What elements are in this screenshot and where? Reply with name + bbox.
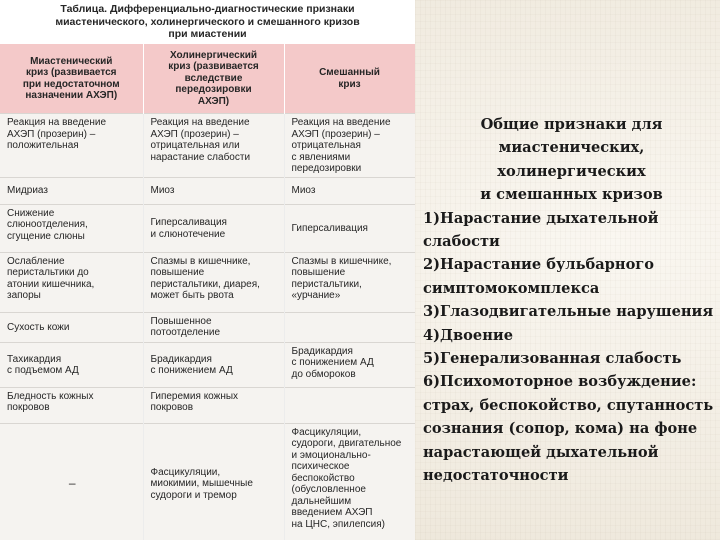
table-cell: Фасцикуляции, судороги, двигательное и эмоционально- психическое беспокойство (обусловленное дальнейшим введением АХЭП на ЦНС, эпилепсия) — [284, 423, 415, 540]
table-cell: Ослабление перистальтики до атонии кишечника, запоры — [0, 252, 143, 312]
table-row — [0, 387, 415, 423]
table-cell: Брадикардия с понижением АД до обмороков — [284, 342, 415, 387]
table-cell: Реакция на введение АХЭП (прозерин) – отрицательная с явлениями передозировки — [284, 114, 415, 178]
crisis-comparison-table — [0, 44, 415, 540]
table-cell: Фасцикуляции, миокимии, мышечные судороги и тремор — [143, 423, 284, 540]
table-cell: Повышенное потоотделение — [143, 312, 284, 342]
common-item-line: 1)Нарастание дыхательной — [423, 209, 659, 227]
common-item-line: сознания (сопор, кома) на фоне — [423, 420, 698, 438]
table-row — [0, 204, 415, 252]
table-row — [0, 252, 415, 312]
table-cell: Брадикардия с понижением АД — [143, 342, 284, 387]
table-cell: Сухость кожи — [0, 312, 143, 342]
table-cell: Спазмы в кишечнике, повышение перистальтики, диарея, может быть рвота — [143, 252, 284, 312]
table-row — [0, 342, 415, 387]
common-title-line: холинергических — [497, 162, 646, 180]
common-title-line: и смешанных кризов — [480, 186, 663, 204]
common-item-line: 6)Психомоторное возбуждение: — [423, 373, 697, 391]
common-title-line: Общие признаки для — [480, 116, 663, 133]
table-cell: Реакция на введение АХЭП (прозерин) – положительная — [0, 114, 143, 178]
table-cell — [284, 312, 415, 342]
table-cell: Спазмы в кишечнике, повышение перистальтики, «урчание» — [284, 252, 415, 312]
table-cell: Реакция на введение АХЭП (прозерин) – отрицательная или нарастание слабости — [143, 114, 284, 178]
table-cell: Гиперемия кожных покровов — [143, 387, 284, 423]
table-cell: Снижение слюноотделения, сгущение слюны — [0, 204, 143, 252]
table-header-row — [0, 44, 415, 114]
table-cell: – — [0, 423, 143, 540]
common-item-line: 2)Нарастание бульбарного — [423, 256, 654, 274]
table-row — [0, 177, 415, 204]
header-cholinergic: Холинергический криз (развивается вследствие передозировки АХЭП) — [143, 44, 284, 114]
table-row — [0, 312, 415, 342]
header-myasthenic: Миастенический криз (развивается при недостаточном назначении АХЭП) — [0, 44, 143, 114]
header-mixed: Смешанный криз — [284, 44, 415, 114]
table-cell: Гиперсаливация и слюнотечение — [143, 204, 284, 252]
common-item-line: 4)Двоение — [423, 326, 513, 344]
table-cell: Миоз — [284, 177, 415, 204]
common-title-line: миастенических, — [498, 139, 645, 157]
table-cell — [284, 387, 415, 423]
table-row — [0, 114, 415, 178]
table-cell: Миоз — [143, 177, 284, 204]
table-cell: Бледность кожных покровов — [0, 387, 143, 423]
common-item-line: слабости — [423, 233, 500, 251]
common-item-line: страх, беспокойство, спутанность — [423, 396, 714, 414]
common-item-line: 3)Глазодвигательные нарушения — [423, 303, 714, 321]
table-row — [0, 423, 415, 540]
table-cell: Гиперсаливация — [284, 204, 415, 252]
common-item-line: нарастающей дыхательной — [423, 443, 659, 461]
table-cell: Мидриаз — [0, 177, 143, 204]
common-item-line: симптомокомплекса — [423, 279, 600, 297]
table-cell: Тахикардия с подъемом АД — [0, 342, 143, 387]
common-item-line: 5)Генерализованная слабость — [423, 350, 682, 368]
common-features-text — [423, 113, 720, 488]
table-title: Таблица. Дифференциально-диагностические признаки миастенического, холинергического и смешанного кризов при миастении — [0, 0, 415, 44]
common-item-line: недостаточности — [423, 467, 569, 485]
